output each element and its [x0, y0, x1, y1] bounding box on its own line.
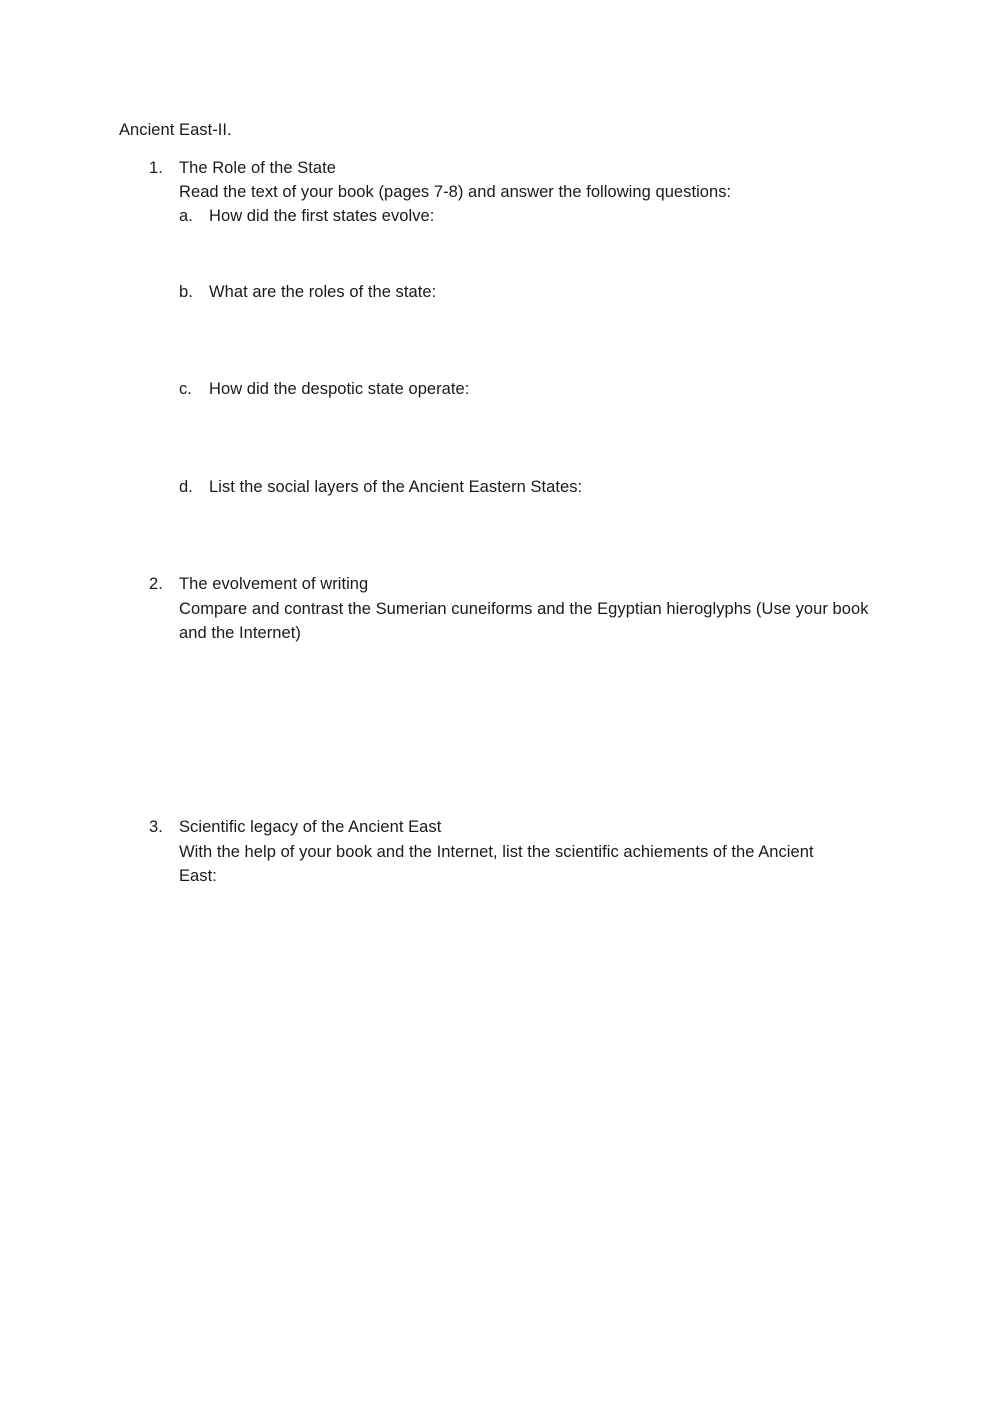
section-3-number: 3. [149, 818, 163, 836]
section-2-instruction-line-2: and the Internet) [179, 624, 301, 642]
section-1-heading: The Role of the State [179, 159, 336, 177]
question-b-letter: b. [179, 283, 193, 301]
section-3-heading: Scientific legacy of the Ancient East [179, 818, 442, 836]
question-c-text: How did the despotic state operate: [209, 380, 470, 398]
section-2-number: 2. [149, 575, 163, 593]
question-c-letter: c. [179, 380, 192, 398]
section-2-heading: The evolvement of writing [179, 575, 369, 593]
section-3-instruction-line-2: East: [179, 867, 217, 885]
question-d-text: List the social layers of the Ancient Eastern States: [209, 478, 583, 496]
section-3-instruction-line-1: With the help of your book and the Internet, list the scientific achiements of the Ancient [179, 843, 814, 861]
question-a-letter: a. [179, 207, 193, 225]
document-title: Ancient East-II. [119, 121, 232, 139]
question-b-text: What are the roles of the state: [209, 283, 437, 301]
question-a-text: How did the first states evolve: [209, 207, 435, 225]
question-d-letter: d. [179, 478, 193, 496]
section-2-instruction-line-1: Compare and contrast the Sumerian cuneiforms and the Egyptian hieroglyphs (Use your book [179, 600, 869, 618]
section-1-instruction: Read the text of your book (pages 7-8) and answer the following questions: [179, 183, 732, 201]
section-1-number: 1. [149, 159, 163, 177]
